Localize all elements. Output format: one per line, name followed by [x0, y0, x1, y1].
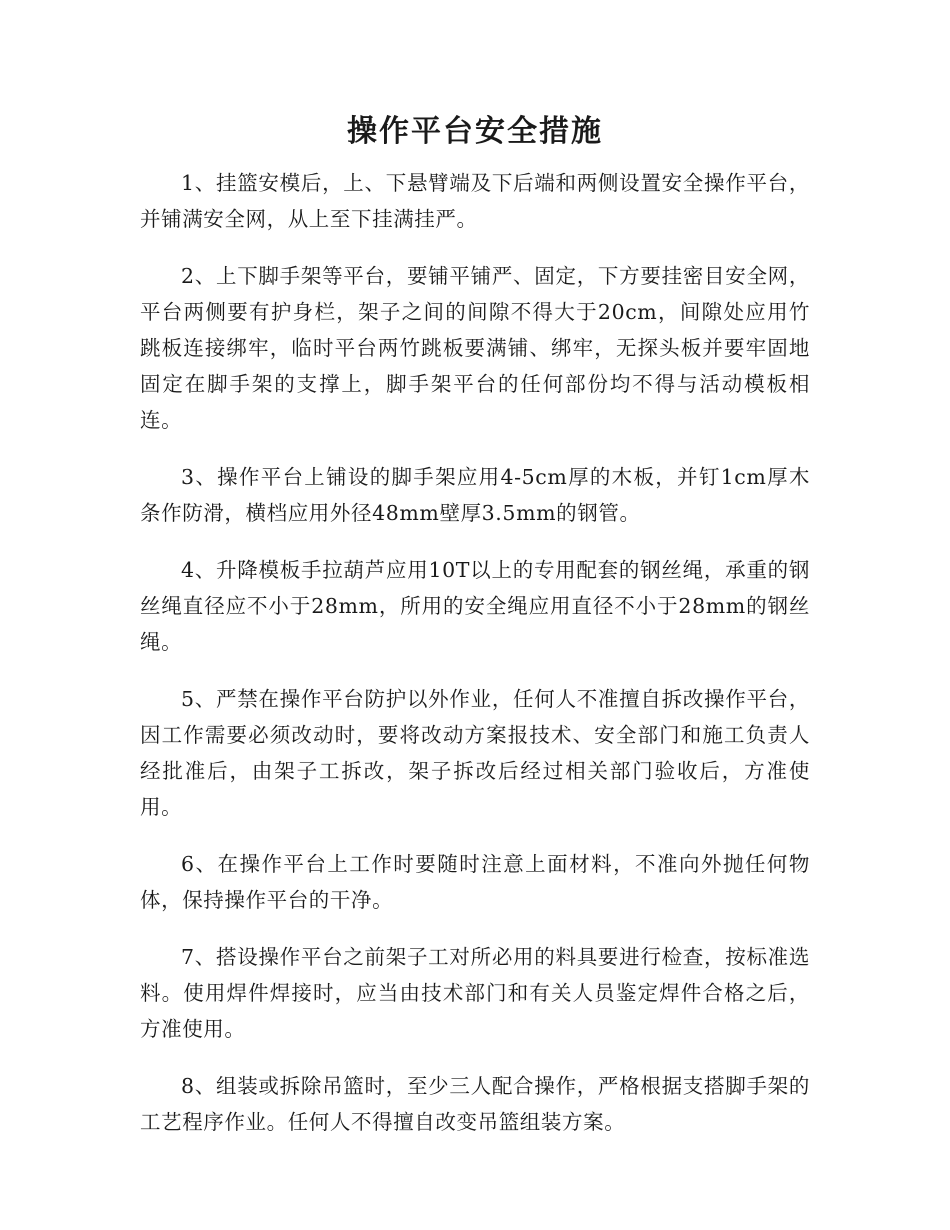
paragraph-7: 7、搭设操作平台之前架子工对所必用的料具要进行检查，按标准选料。使用焊件焊接时，应当由技术部门和有关人员鉴定焊件合格之后，方准使用。	[140, 945, 810, 1041]
paragraph-5: 5、严禁在操作平台防护以外作业，任何人不准擅自拆改操作平台，因工作需要必须改动时，要将改动方案报技术、安全部门和施工负责人经批准后，由架子工拆改，架子拆改后经过相关部门验收后，方准使用。	[140, 687, 810, 819]
paragraph-8: 8、组装或拆除吊篮时，至少三人配合操作，严格根据支搭脚手架的工艺程序作业。任何人不得擅自改变吊篮组装方案。	[140, 1074, 810, 1134]
paragraph-2: 2、上下脚手架等平台，要铺平铺严、固定，下方要挂密目安全网，平台两侧要有护身栏，架子之间的间隙不得大于20cm，间隙处应用竹跳板连接绑牢，临时平台两竹跳板要满铺、绑牢，无探头板并要牢固地固定在脚手架的支撑上，脚手架平台的任何部份均不得与活动模板相连。	[140, 264, 810, 432]
paragraph-3: 3、操作平台上铺设的脚手架应用4-5cm厚的木板，并钉1cm厚木条作防滑，横档应用外径48mm壁厚3.5mm的钢管。	[140, 465, 810, 525]
document-body	[140, 165, 810, 1161]
document-title: 操作平台安全措施	[347, 114, 603, 149]
paragraph-6: 6、在操作平台上工作时要随时注意上面材料，不准向外抛任何物体，保持操作平台的干净。	[140, 852, 810, 912]
paragraph-1: 1、挂篮安模后，上、下悬臂端及下后端和两侧设置安全操作平台，并铺满安全网，从上至下挂满挂严。	[140, 171, 810, 231]
paragraph-4: 4、升降模板手拉葫芦应用10T以上的专用配套的钢丝绳，承重的钢丝绳直径应不小于28mm，所用的安全绳应用直径不小于28mm的钢丝绳。	[140, 558, 810, 654]
